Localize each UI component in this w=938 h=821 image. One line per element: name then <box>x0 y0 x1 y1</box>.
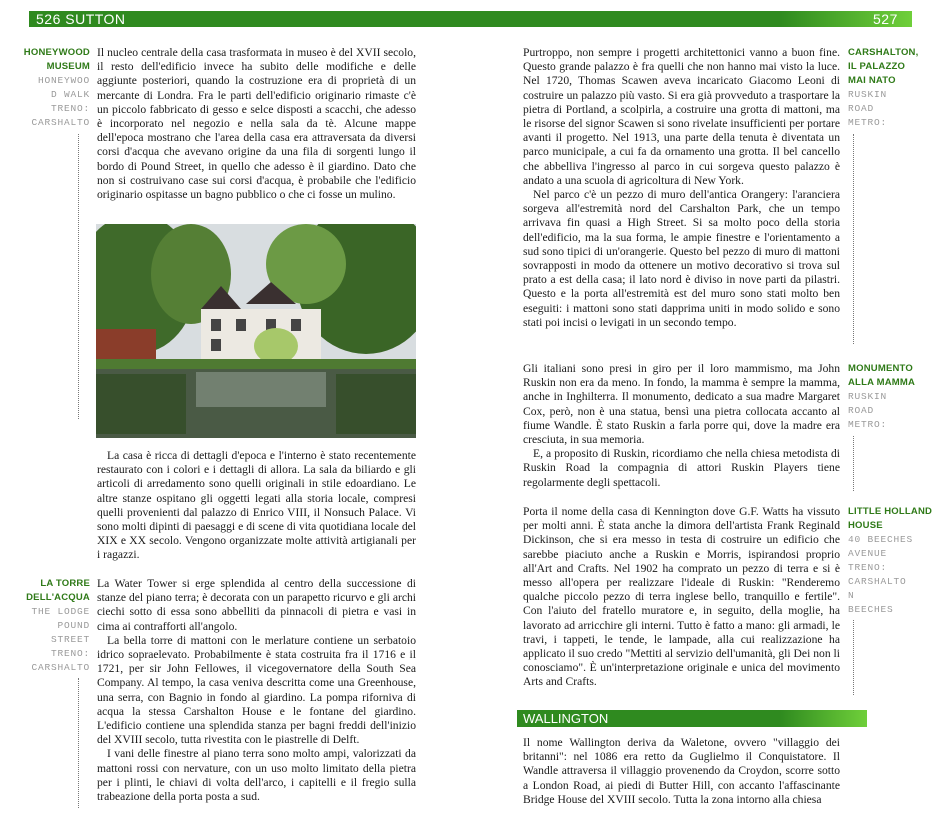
paragraph: Gli italiani sono presi in giro per il loro mammismo, ma John Ruskin non era da meno. In fondo, la mamma è sempre la mamma, anche in Inghilterra. Il monumento, dedicato a sua madre Margaret Cox, però, non è una statua, bensì una pietra collocata accanto al fiume Wandle. È stato Ruskin a farla porre qui, dove la madre era cresciuta, in sua memoria. <box>523 362 840 447</box>
left-body-top <box>97 46 416 202</box>
right-body-mid <box>523 362 840 490</box>
dotted-rule <box>78 678 79 808</box>
sidebar-meta: 40 BEECHES AVENUE TRENO: CARSHALTO N BEECHES <box>848 534 914 615</box>
dotted-rule <box>78 134 79 419</box>
running-head-left: 526 SUTTON <box>36 11 126 27</box>
sidebar-entry-torre <box>8 577 90 675</box>
paragraph: La casa è ricca di dettagli d'epoca e l'interno è stato recentemente restaurato con i colori e i dettagli di allora. La sala da biliardo e gli articoli di arredamento sono quelli originali in stile edoardiano. Le altre stanze ospitano gli oggetti legati alla storia locale, compresi quelli provenienti dal palazzo di Enrico VIII, il Nonsuch Palace. Vi sono molti dipinti di paesaggi e di scene di vita quotidiana locale del XIX e XX secolo. Vengono organizzate molte attività artigianali per i ragazzi. <box>97 449 416 562</box>
paragraph: Il nucleo centrale della casa trasformata in museo è del XVII secolo, il resto dell'edificio invece ha subito delle modifiche e delle aggiunte posteriori, quando la costruzione era di proprietà di un mercante di Londra. Fra le parti dell'edificio originario rimaste c'è un piccolo fabbricato di gesso e selce disposti a scacchi, che adesso è incorporato nel negozio e nella sala da tè. Alcune mappe dell'epoca mostrano che l'area della casa era attraversata da diversi corsi d'acqua che avevano origine da una fila di sorgenti lungo il bordo di Pound Street, in quello che adesso è il giardino. Dato che non si costruivano case sui corsi d'acqua, è probabile che l'edificio originario ospitasse un bagno pubblico o che ci fosse un mulino. <box>97 46 416 202</box>
sidebar-meta: HONEYWOO D WALK TRENO: CARSHALTO <box>31 75 90 128</box>
section-heading-wallington <box>517 710 867 727</box>
sidebar-meta: RUSKIN ROAD METRO: <box>848 391 888 430</box>
paragraph: I vani delle finestre al piano terra sono molto ampi, valorizzati da mattoni rossi con nervature, con un uso molto limitato della pietra per i plinti, le chiavi di volta dell'arco, i capitelli e il fregio sulla trabeazione della porta posta a sud. <box>97 747 416 804</box>
sidebar-title: LA TORRE DELL'ACQUA <box>26 578 90 603</box>
paragraph: Il nome Wallington deriva da Waletone, ovvero "villaggio dei britanni": nel 1086 era retto da Guglielmo il Conquistatore. Il Wandle attraversa il villaggio provenendo da Croydon, scorre sotto a London Road, ai piedi di Butter Hill, con accanto l'affascinante Bridge House del XVIII secolo. Tutta la zona intorno alla chiesa <box>523 736 840 806</box>
sidebar-title: LITTLE HOLLAND HOUSE <box>848 506 933 531</box>
sidebar-meta: THE LODGE POUND STREET TRENO: CARSHALTO <box>31 606 90 673</box>
paragraph: Porta il nome della casa di Kennington dove G.F. Watts ha vissuto per molti anni. È stata anche la dimora dell'artista Frank Reginald Dickinson, che si era messo in testa di costruire un edificio che sarebbe piaciuto anche a Ruskin e Morris, ispirandosi proprio all'Art and Crafts. Nel 1902 ha comprato un pezzo di terra e si è messo all'opera per realizzare l'ideale di Ruskin: "Renderemo qualche piccolo pezzo di terra inglese bello, tranquillo e fertile". Con l'aiuto del fratello muratore e, in seguito, della moglie, ha lavorato ad arricchire gli interni. Tutto è fatto a mano: gli armadi, le travi, i tappeti, le tende, le lampade, alla cui realizzazione ha applicato il suo credo "Mettiti al servizio dell'umanità, gli Dei non li conosciamo". È un'interpretazione originale e unica del movimento Arts and Crafts. <box>523 505 840 689</box>
sidebar-title: CARSHALTON, IL PALAZZO MAI NATO <box>848 47 919 86</box>
right-body-top <box>523 46 840 330</box>
sidebar-title: HONEYWOOD MUSEUM <box>23 47 90 72</box>
sidebar-title: MONUMENTO ALLA MAMMA <box>848 363 916 388</box>
house-photo <box>96 224 416 438</box>
left-body-mid <box>97 449 416 563</box>
sidebar-entry-monumento <box>848 362 936 432</box>
dotted-rule <box>853 436 854 491</box>
sidebar-meta: RUSKIN ROAD METRO: <box>848 89 888 128</box>
page-number-right: 527 <box>873 11 898 27</box>
left-body-bottom <box>97 577 416 804</box>
paragraph: La Water Tower si erge splendida al centro della successione di stanze del piano terra; è decorata con un parapetto ricurvo e gli archi ciechi sotto di essa sono abbelliti da pinnacoli di pietra e vasi in cima ai contrafforti all'angolo. <box>97 577 416 633</box>
dotted-rule <box>853 620 854 695</box>
sidebar-entry-honeywood <box>8 46 90 130</box>
paragraph: Nel parco c'è un pezzo di muro dell'antica Orangery: l'aranciera sorgeva all'estremità nord del Carshalton Park, che un tempo arrivava fin quasi a High Street. Si sa molto poco della storia dell'edificio, ma la sua forma, le ampie finestre e l'orientamento a sud sono tipici di un'orangerie. Questo bel pezzo di muro di mattoni sovrapposti in modo da ottenere un motivo decorativo si trova sul prato a est della casa; il lato nord è diviso in nove parti da pilastri. Questo e la porta all'estremità est del muro sono stati molto ben eseguiti: i mattoni sono stati dapprima uniti in modo solido e sono stati poi incisi o levigati in un secondo tempo. <box>523 188 840 329</box>
header-band-right <box>469 11 912 27</box>
dotted-rule <box>853 134 854 344</box>
sidebar-entry-carshalton <box>848 46 936 130</box>
paragraph: La bella torre di mattoni con le merlature contiene un serbatoio idrico sopraelevato. Probabilmente è stata costruita fra il 1716 e il 1721, per sir John Fellowes, il vicegovernatore della South Sea Company. Al tempo, la casa veniva descritta come una Greenhouse, una serra, con Bagnio in fondo al giardino. La pompa riforniva di acqua la stessa Carshalton House e le fontane del giardino. L'edificio contiene una splendida stanza per bagni freddi dell'inizio del XVIII secolo, tutta rivestita con le piastrelle di Delft. <box>97 633 416 747</box>
section-heading-text: WALLINGTON <box>523 711 609 726</box>
paragraph: E, a proposito di Ruskin, ricordiamo che nella chiesa metodista di Ruskin Road la compagnia di attori Ruskin Players tiene regolarmente degli spettacoli. <box>523 447 840 489</box>
right-body-lower <box>523 505 840 690</box>
paragraph: Purtroppo, non sempre i progetti architettonici vanno a buon fine. Questo grande palazzo è fra quelli che non hanno mai visto la luce. Nel 1720, Thomas Scawen aveva incaricato Giacomo Leoni di costruire un palazzo più vasto. Si era già provveduto a trasportare la pietra di Portland, a scolpirla, a costruire una grotta di mattoni, ma le risorse del signor Scawen si sono rivelate insufficienti per portare avanti il progetto. Nel 1913, una parte della tenuta è diventata un parco municipale, a cui fa da ornamento una grotta. Il bel cancello che abbelliva l'ingresso al parco in cui sorgeva questo palazzo è andato a una scuola di agricoltura di New York. <box>523 46 840 187</box>
sidebar-entry-little-holland <box>848 505 936 617</box>
right-body-bottom <box>523 736 840 807</box>
